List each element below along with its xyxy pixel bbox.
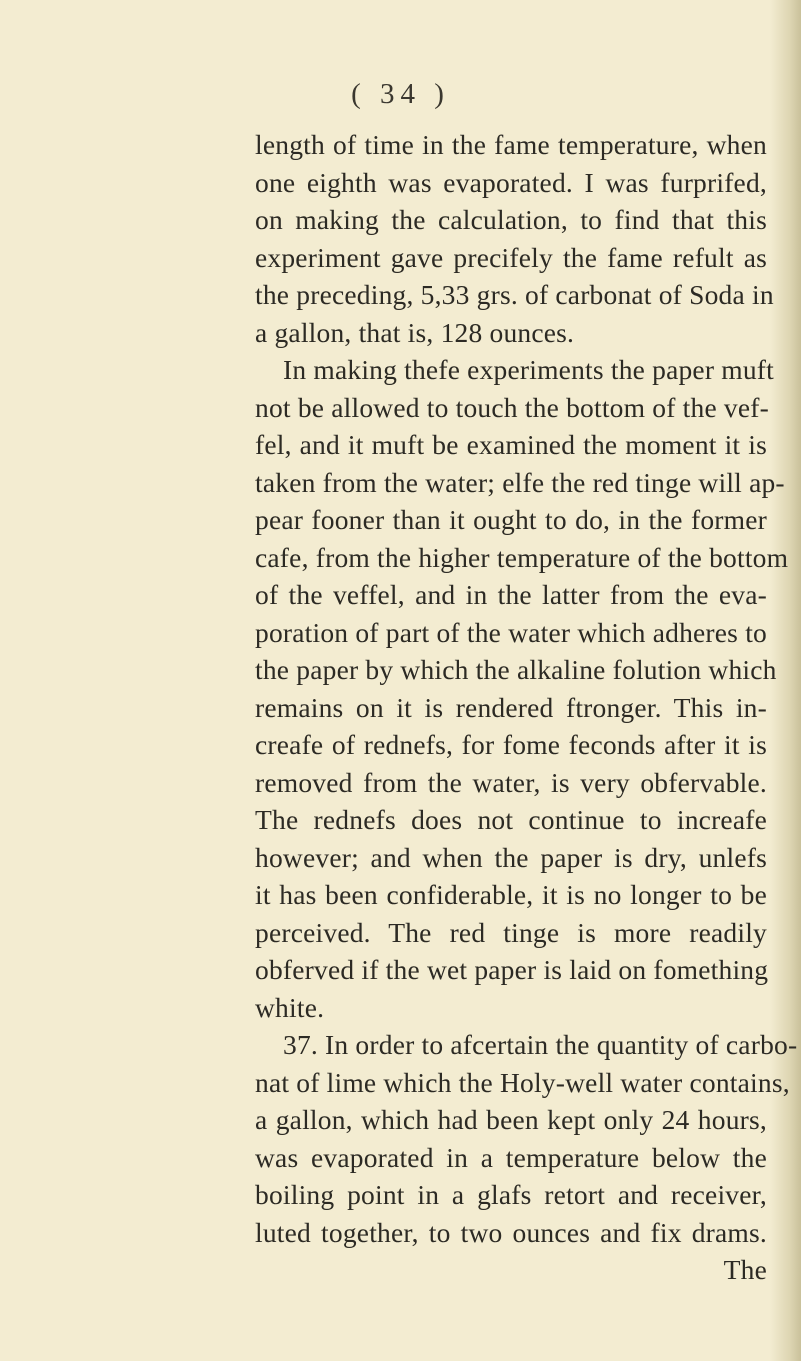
text-line: remains on it is rendered ftronger. This in- <box>255 691 767 723</box>
text-line: white. <box>255 991 325 1023</box>
text-line: experiment gave precifely the fame refult as <box>255 241 767 273</box>
text-line: perceived. The red tinge is more readily <box>255 916 767 948</box>
text-line: taken from the water; elfe the red tinge will ap- <box>255 466 785 498</box>
text-line: poration of part of the water which adheres to <box>255 616 767 648</box>
text-line: a gallon, that is, 128 ounces. <box>255 316 575 348</box>
text-line: cafe, from the higher temperature of the bottom <box>255 541 789 573</box>
page-number: ( 34 ) <box>351 78 450 110</box>
body-text <box>255 127 798 1307</box>
text-line: creafe of rednefs, for fome feconds after it is <box>255 729 767 760</box>
text-line: obferved if the wet paper is laid on fomething <box>255 954 769 985</box>
text-line: luted together, to two ounces and fix drams. <box>255 1216 767 1248</box>
text-line: pear fooner than it ought to do, in the former <box>255 504 767 535</box>
text-line: however; and when the paper is dry, unlefs <box>255 841 767 873</box>
text-line: a gallon, which had been kept only 24 hours, <box>255 1104 767 1135</box>
text-line: boiling point in a glafs retort and receiver, <box>255 1179 767 1210</box>
text-line: on making the calculation, to find that this <box>255 204 767 235</box>
text-line: was evaporated in a temperature below the <box>255 1141 767 1173</box>
text-line: The rednefs does not continue to increafe <box>255 804 767 835</box>
catchword: The <box>723 1254 767 1285</box>
text-line: removed from the water, is very obfervable. <box>255 766 767 798</box>
text-line: In making thefe experiments the paper muft <box>283 354 775 385</box>
text-line: one eighth was evaporated. I was furprifed, <box>255 166 767 198</box>
text-line: not be allowed to touch the bottom of the vef- <box>255 391 770 423</box>
text-line: nat of lime which the Holy-well water contains, <box>255 1066 790 1098</box>
text-line: fel, and it muft be examined the moment it is <box>255 429 767 460</box>
text-line: the paper by which the alkaline folution which <box>255 654 777 685</box>
text-line: length of time in the fame temperature, when <box>255 129 767 160</box>
text-line: 37. In order to afcertain the quantity of carbo- <box>283 1029 798 1060</box>
text-line: the preceding, 5,33 grs. of carbonat of Soda in <box>255 279 774 310</box>
text-line: of the veffel, and in the latter from the eva- <box>255 579 767 610</box>
text-line: it has been confiderable, it is no longer to be <box>255 879 767 910</box>
